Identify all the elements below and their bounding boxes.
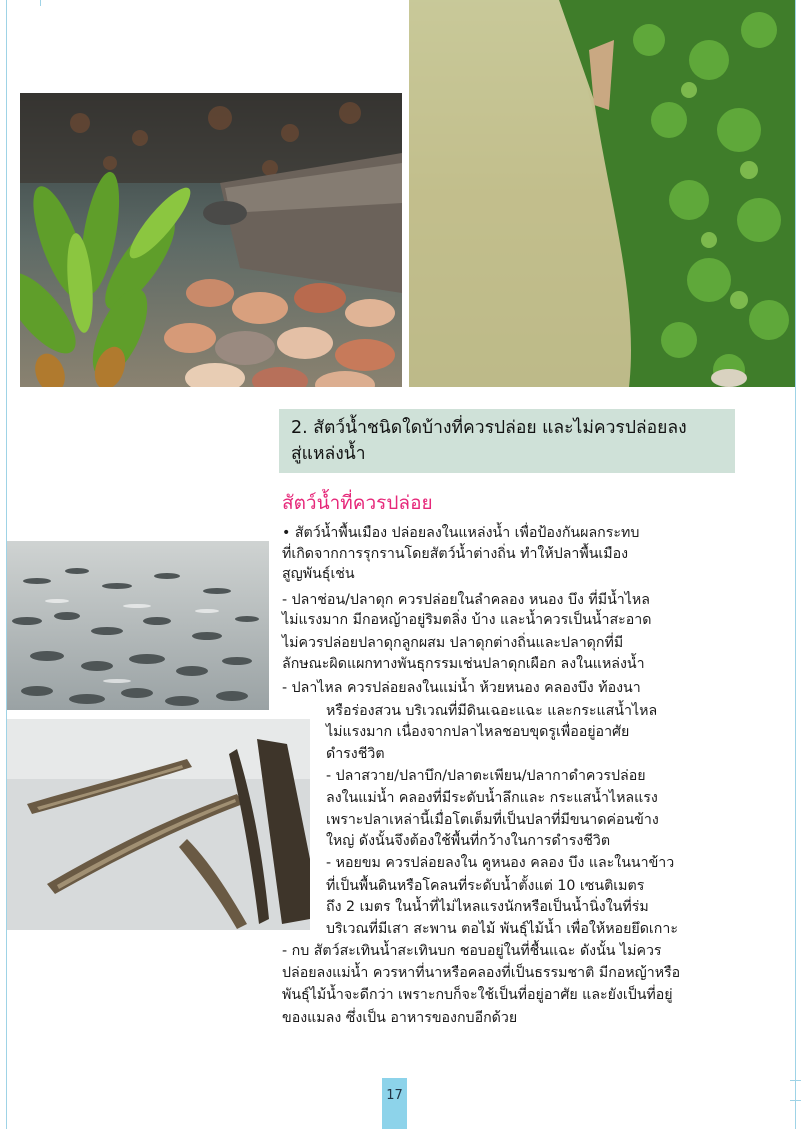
text-line: • สัตว์น้ำพื้นเมือง ปล่อยลงในแหล่งน้ำ เพื่อป้องกันผลกระทบ [282,525,640,541]
crop-mark [790,1100,801,1101]
text-line: ไม่แรงมาก มีกอหญ้าอยู่ริมตลิ่ง บ้าง และน้ำควรเป็นน้ำสะอาด [282,612,652,628]
text-line: ลงในแม่น้ำ คลองที่มีระดับน้ำลึกและ กระแสน้ำไหลแรง [326,790,658,806]
aquarium-photo [20,93,402,387]
text-line: ที่เป็นพื้นดินหรือโคลนที่ระดับน้ำตั้งแต่ 10 เซนติเมตร [326,878,645,894]
stream-photo [409,0,795,387]
page-number: 17 [386,1088,403,1103]
section-heading-line-1: 2. สัตว์น้ำชนิดใดบ้างที่ควรปล่อย และไม่ควรปล่อยลง [291,418,687,438]
eel-fish-photo [7,719,310,930]
text-line: ลักษณะผิดแผกทางพันธุกรรมเช่นปลาดุกเผือก ลงในแหล่งน้ำ [282,656,645,672]
text-line: ไม่แรงมาก เนื่องจากปลาไหลชอบขุดรูเพื่ออยู่อาศัย [326,724,630,740]
fish-swarm-photo [7,541,269,710]
text-line: - หอยขม ควรปล่อยลงใน คูหนอง คลอง บึง และในนาข้าว [326,855,675,871]
text-line: - กบ สัตว์สะเทินน้ำสะเทินบก ชอบอยู่ในที่ชื้นแฉะ ดังนั้น ไม่ควร [282,943,662,959]
crop-mark [40,0,41,6]
text-line: พันธุ์ไม้น้ำจะดีกว่า เพราะกบก็จะใช้เป็นที่อยู่อาศัย และยังเป็นที่อยู่ [282,987,673,1003]
text-line: เพราะปลาเหล่านี้เมื่อโตเต็มที่เป็นปลาที่มีขนาดค่อนข้าง [326,812,659,828]
page-number-tab [382,1078,407,1129]
text-line: หรือร่องสวน บริเวณที่มีดินเฉอะแฉะ และกระแสน้ำไหล [326,703,658,719]
text-line: บริเวณที่มีเสา สะพาน ตอไม้ พันธุ์ไม้น้ำ เพื่อให้หอยยึดเกาะ [326,921,678,937]
text-line: ใหญ่ ดังนั้นจึงต้องใช้พื้นที่กว้างในการดำรงชีวิต [326,833,611,849]
text-line: - ปลาไหล ควรปล่อยลงในแม่น้ำ ห้วยหนอง คลองบึง ท้องนา [282,680,641,696]
section-heading-line-2: สู่แหล่งน้ำ [291,444,366,464]
text-line: ถึง 2 เมตร ในน้ำที่ไม่ไหลแรงนักหรือเป็นน้ำนิ่งในที่ร่ม [326,899,649,915]
section-heading-box [279,409,735,473]
text-line: ปล่อยลงแม่น้ำ ควรหาที่นาหรือคลองที่เป็นธรรมชาติ มีกอหญ้าหรือ [282,965,681,981]
text-line: - ปลาสวาย/ปลาบึก/ปลาตะเพียน/ปลากาดำควรปล่อย [326,768,646,784]
text-line: - ปลาช่อน/ปลาดุก ควรปล่อยในลำคลอง หนอง บึง ที่มีน้ำไหล [282,592,650,608]
text-line: ไม่ควรปล่อยปลาดุกลูกผสม ปลาดุกต่างถิ่นและปลาดุกที่มี [282,635,624,651]
subheading: สัตว์น้ำที่ควรปล่อย [282,492,433,514]
text-line: ของแมลง ซึ่งเป็น อาหารของกบอีกด้วย [282,1010,518,1026]
crop-mark [790,1080,801,1081]
text-line: ดำรงชีวิต [326,746,385,762]
text-line: สูญพันธุ์เช่น [282,566,355,582]
text-line: ที่เกิดจากการรุกรานโดยสัตว์น้ำต่างถิ่น ทำให้ปลาพื้นเมือง [282,546,629,562]
